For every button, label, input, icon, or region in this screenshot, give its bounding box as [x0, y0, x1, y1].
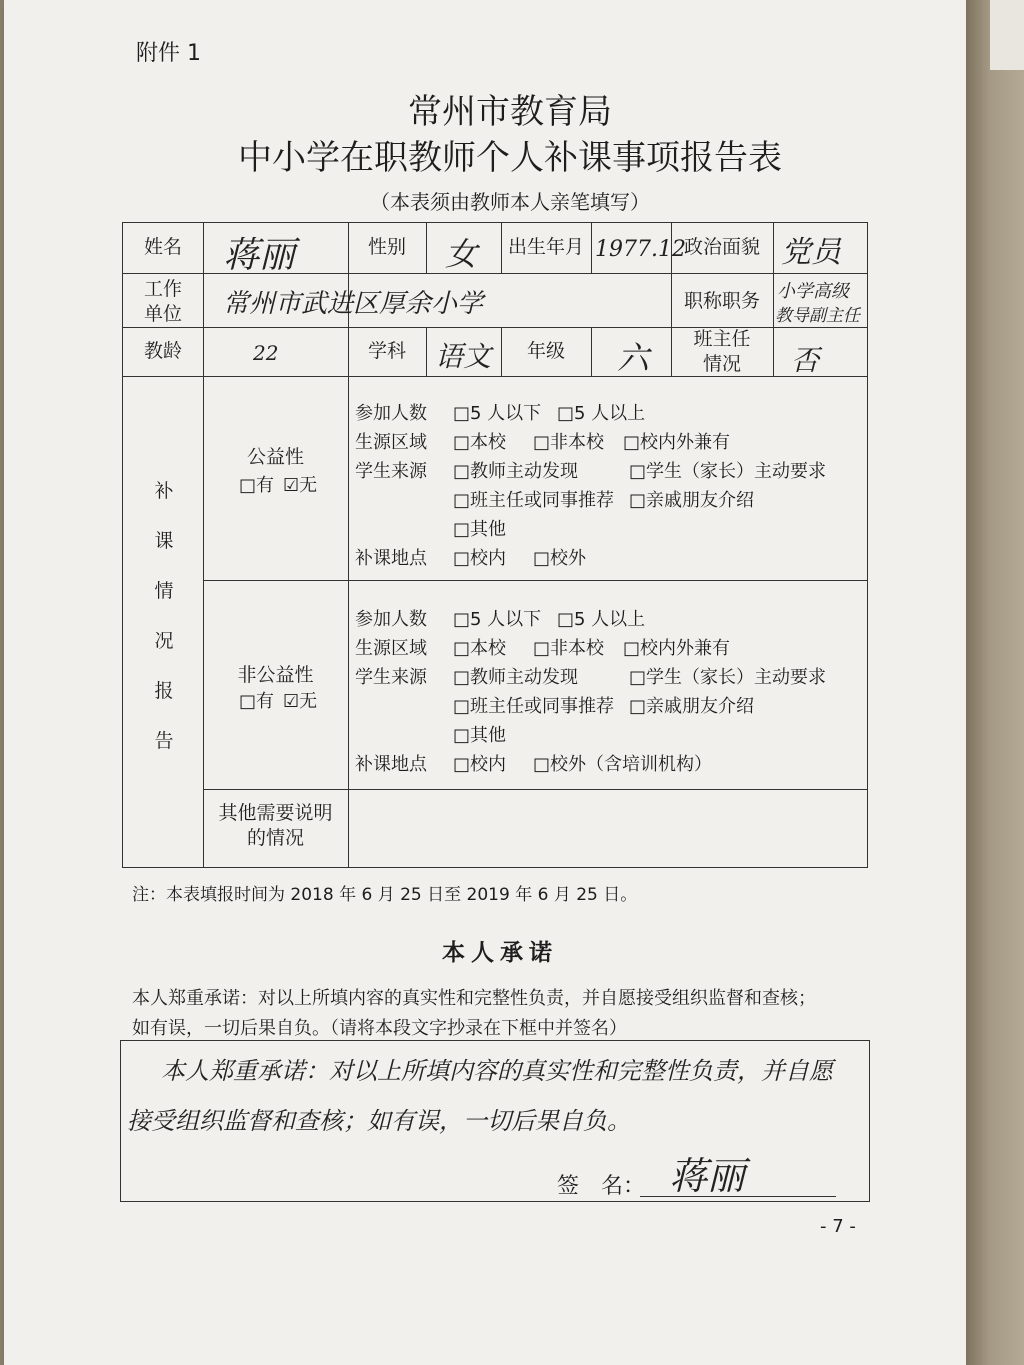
label-grade: 年级: [526, 340, 565, 362]
note-text: 注：本表填报时间为 2018 年 6 月 25 日至 2019 年 6 月 25 日。: [132, 885, 638, 905]
option-checkbox[interactable]: □5 人以上: [557, 403, 646, 424]
option-checkbox[interactable]: □校内: [453, 754, 507, 775]
public-no-checkbox[interactable]: ☑无: [283, 475, 318, 496]
option-row-label: 生源区域: [355, 638, 427, 659]
value-head-teacher: 否: [791, 344, 820, 377]
label-head-teacher-line-2: 情况: [702, 352, 741, 375]
value-teaching-years: 22: [253, 341, 279, 365]
label-birth: 出生年月: [507, 236, 584, 258]
option-checkbox[interactable]: □非本校: [533, 638, 605, 659]
label-teaching-years: 教龄: [143, 340, 182, 362]
promise-title: 本人承诺: [442, 940, 558, 966]
label-work-unit: [123, 277, 203, 326]
col-divider: [591, 223, 592, 273]
option-checkbox[interactable]: □5 人以上: [557, 609, 646, 630]
label-work-unit-line-1: 工作: [143, 278, 182, 300]
value-title-post-1: 小学高级: [777, 281, 849, 302]
public-title: 公益性: [246, 446, 304, 468]
row-divider: [203, 580, 867, 581]
option-checkbox[interactable]: □班主任或同事推荐: [453, 490, 615, 511]
option-checkbox[interactable]: □其他: [453, 725, 507, 746]
col-divider: [426, 223, 427, 273]
section-char: 况: [154, 630, 174, 652]
report-form: [122, 222, 868, 868]
col-divider: [426, 327, 427, 376]
option-checkbox[interactable]: □校外（含培训机构）: [533, 754, 713, 775]
label-subject: 学科: [367, 340, 406, 362]
label-political: 政治面貌: [683, 236, 760, 258]
label-other-notes-line-2: 的情况: [246, 826, 304, 849]
public-yes-checkbox[interactable]: □有: [239, 475, 275, 496]
nonpublic-no-checkbox[interactable]: ☑无: [283, 691, 318, 712]
value-subject: 语文: [435, 340, 492, 373]
option-row-label: 参加人数: [355, 609, 427, 630]
label-other-notes: [203, 801, 348, 850]
section-char: 情: [154, 580, 174, 602]
col-divider: [203, 223, 204, 867]
handwritten-promise-line-2: 接受组织监督和查核；如有误，一切后果自负。: [127, 1107, 631, 1135]
label-gender: 性别: [367, 236, 406, 258]
option-checkbox[interactable]: □学生（家长）主动要求: [629, 667, 827, 688]
signature-line: [640, 1196, 836, 1197]
option-row-label: 学生来源: [355, 667, 427, 688]
option-checkbox[interactable]: □本校: [453, 638, 507, 659]
promise-text-line-2: 如有误，一切后果自负。（请将本段文字抄录在下框中并签名）: [132, 1018, 627, 1039]
option-row-label: 参加人数: [355, 403, 427, 424]
option-checkbox[interactable]: □其他: [453, 519, 507, 540]
value-gender: 女: [445, 235, 478, 273]
title-line-1: 常州市教育局: [408, 92, 612, 132]
option-row-label: 学生来源: [355, 461, 427, 482]
label-head-teacher-line-1: 班主任: [693, 328, 751, 350]
promise-text-line-1: 本人郑重承诺：对以上所填内容的真实性和完整性负责，并自愿接受组织监督和查核；: [132, 988, 816, 1009]
option-checkbox[interactable]: □亲戚朋友介绍: [629, 696, 755, 717]
section-char: 补: [154, 480, 174, 502]
col-divider: [773, 223, 774, 376]
subtitle: （本表须由教师本人亲笔填写）: [370, 190, 650, 214]
title-line-2: 中小学在职教师个人补课事项报告表: [238, 138, 782, 178]
value-work-unit: 常州市武进区厚余小学: [223, 289, 484, 319]
nonpublic-title: 非公益性: [237, 664, 314, 686]
option-checkbox[interactable]: □学生（家长）主动要求: [629, 461, 827, 482]
section-char: 课: [154, 530, 174, 552]
option-checkbox[interactable]: □非本校: [533, 432, 605, 453]
value-political: 党员: [781, 235, 841, 270]
option-checkbox[interactable]: □校内: [453, 548, 507, 569]
option-checkbox[interactable]: □5 人以下: [453, 609, 542, 630]
option-checkbox[interactable]: □本校: [453, 432, 507, 453]
attachment-label: 附件 1: [136, 41, 201, 66]
option-checkbox[interactable]: □班主任或同事推荐: [453, 696, 615, 717]
option-checkbox[interactable]: □校外: [533, 548, 587, 569]
value-birth: 1977.12: [595, 237, 686, 262]
option-checkbox[interactable]: □校内外兼有: [623, 638, 731, 659]
nonpublic-yes-checkbox[interactable]: □有: [239, 691, 275, 712]
value-grade: 六: [617, 339, 650, 377]
option-checkbox[interactable]: □亲戚朋友介绍: [629, 490, 755, 511]
promise-handwriting-box: [120, 1040, 870, 1202]
row-divider: [203, 789, 867, 790]
value-title-post-2: 教导副主任: [775, 306, 860, 326]
label-name: 姓名: [143, 236, 182, 258]
handwritten-promise-line-1: 本人郑重承诺：对以上所填内容的真实性和完整性负责，并自愿: [161, 1057, 833, 1085]
option-checkbox[interactable]: □校内外兼有: [623, 432, 731, 453]
label-head-teacher: [671, 327, 773, 376]
option-row-label: 补课地点: [355, 548, 427, 569]
background-paper-corner: [990, 0, 1024, 70]
value-name: 蒋丽: [223, 235, 296, 276]
label-other-notes-line-1: 其他需要说明: [218, 802, 333, 824]
sign-label: 签 名：: [557, 1174, 646, 1199]
label-work-unit-line-2: 单位: [143, 302, 182, 325]
section-char: 报: [154, 680, 174, 702]
signature: 蒋丽: [669, 1154, 746, 1198]
section-char: 告: [154, 730, 174, 752]
option-checkbox[interactable]: □教师主动发现: [453, 667, 579, 688]
option-row-label: 补课地点: [355, 754, 427, 775]
label-title-post: 职称职务: [683, 290, 760, 312]
page-number: - 7 -: [820, 1216, 856, 1237]
col-divider: [348, 376, 349, 867]
option-row-label: 生源区域: [355, 432, 427, 453]
option-checkbox[interactable]: □教师主动发现: [453, 461, 579, 482]
col-divider: [591, 327, 592, 376]
option-checkbox[interactable]: □5 人以下: [453, 403, 542, 424]
